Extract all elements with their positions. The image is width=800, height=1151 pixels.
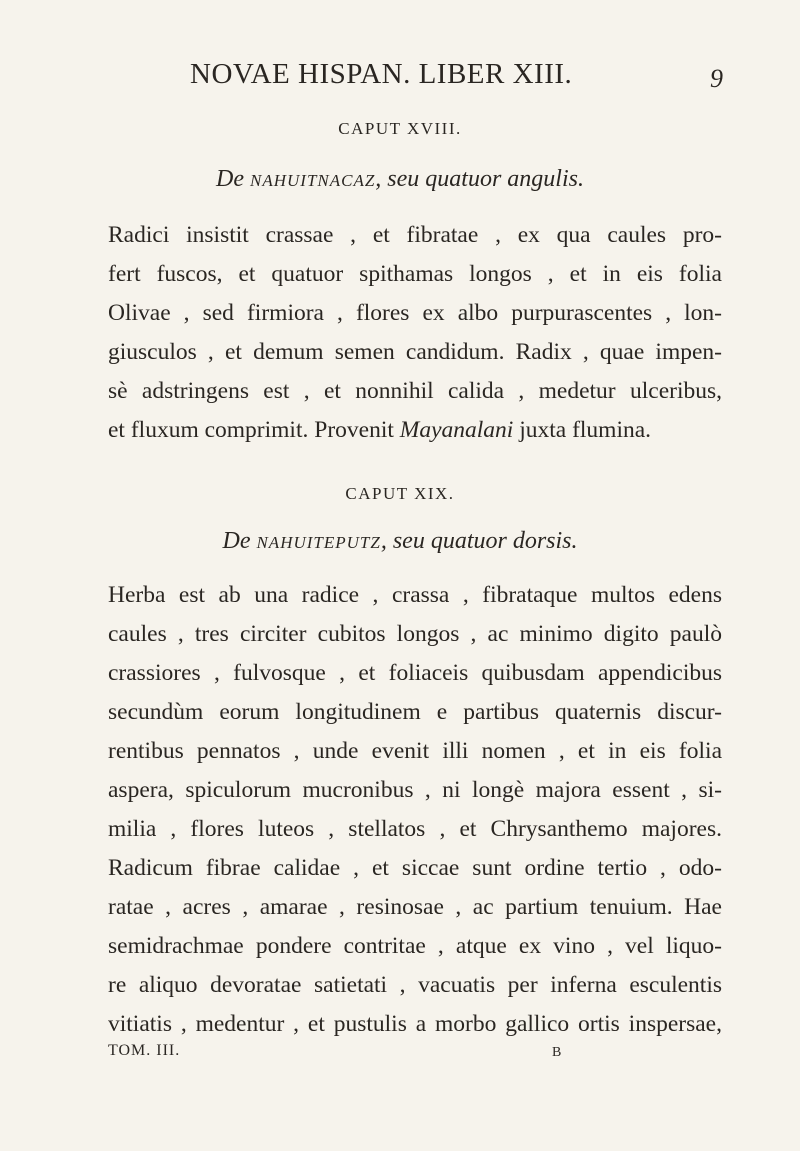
chapter-18-line: sè adstringens est , et nonnihil calida , medetur ulceribus, [108,378,722,404]
running-head [0,58,800,98]
chapter-19-sep: , [380,528,393,554]
chapter-19-line: Radicum fibrae calidae , et siccae sunt ordine tertio , odo- [108,855,722,881]
chapter-18-last-line [108,414,722,446]
chapter-19-line: crassiores , fulvosque , et foliaceis quibusdam appendicibus [108,660,722,686]
chapter-19-line: rentibus pennatos , unde evenit illi nomen , et in eis folia [108,738,722,764]
chapter-18-plant-name: NAHUITNACAZ [250,171,376,190]
chapter-19-line: caules , tres circiter cubitos longos , ac minimo digito paulò [108,621,722,647]
chapter-18-heading: CAPUT XVIII. [338,119,462,138]
signature-mark: B [552,1045,562,1060]
chapter-19-line: secundùm eorum longitudinem e partibus quaternis discur- [108,699,722,725]
chapter-19-de: De [222,528,251,554]
chapter-18-line: Olivae , sed firmiora , flores ex albo purpurascentes , lon- [108,300,722,326]
page-number: 9 [710,64,723,93]
chapter-18-last-end: juxta flumina. [513,417,652,443]
chapter-18-subtitle [0,166,800,193]
chapter-19-gloss: seu quatuor dorsis. [392,528,578,554]
chapter-18-de: De [216,166,244,192]
chapter-19-line: ratae , acres , amarae , resinosae , ac partium tenuium. Hae [108,894,722,920]
chapter-18-line: Radici insistit crassae , et fibratae , ex qua caules pro- [108,222,722,248]
chapter-19-heading: CAPUT XIX. [345,484,455,503]
chapter-19-line: re aliquo devoratae satietati , vacuatis per inferna esculentis [108,972,722,998]
running-head-title: NOVAE HISPAN. LIBER XIII. [190,58,573,90]
chapter-18-last-start: et fluxum comprimit. Provenit [108,417,400,443]
volume-catchline: TOM. III. [108,1042,181,1059]
chapter-18-line: fert fuscos, et quatuor spithamas longos , et in eis folia [108,261,722,287]
chapter-18-line: giusculos , et demum semen candidum. Radix , quae impen- [108,339,722,365]
chapter-19-line: vitiatis , medentur , et pustulis a morbo gallico ortis inspersae, [108,1011,722,1037]
chapter-18-sep: , [375,166,388,192]
chapter-19-line: milia , flores luteos , stellatos , et Chrysanthemo majores. [108,816,722,842]
chapter-18-gloss: seu quatuor angulis. [387,166,584,192]
chapter-19-line: Herba est ab una radice , crassa , fibrataque multos edens [108,582,722,608]
chapter-19-subtitle [0,528,800,555]
chapter-19-plant-name: NAHUITEPUTZ [256,533,381,552]
place-name: Mayanalani [399,417,514,443]
chapter-19-line: aspera, spiculorum mucronibus , ni longè majora essent , si- [108,777,722,803]
chapter-19-line: semidrachmae pondere contritae , atque ex vino , vel liquo- [108,933,722,959]
